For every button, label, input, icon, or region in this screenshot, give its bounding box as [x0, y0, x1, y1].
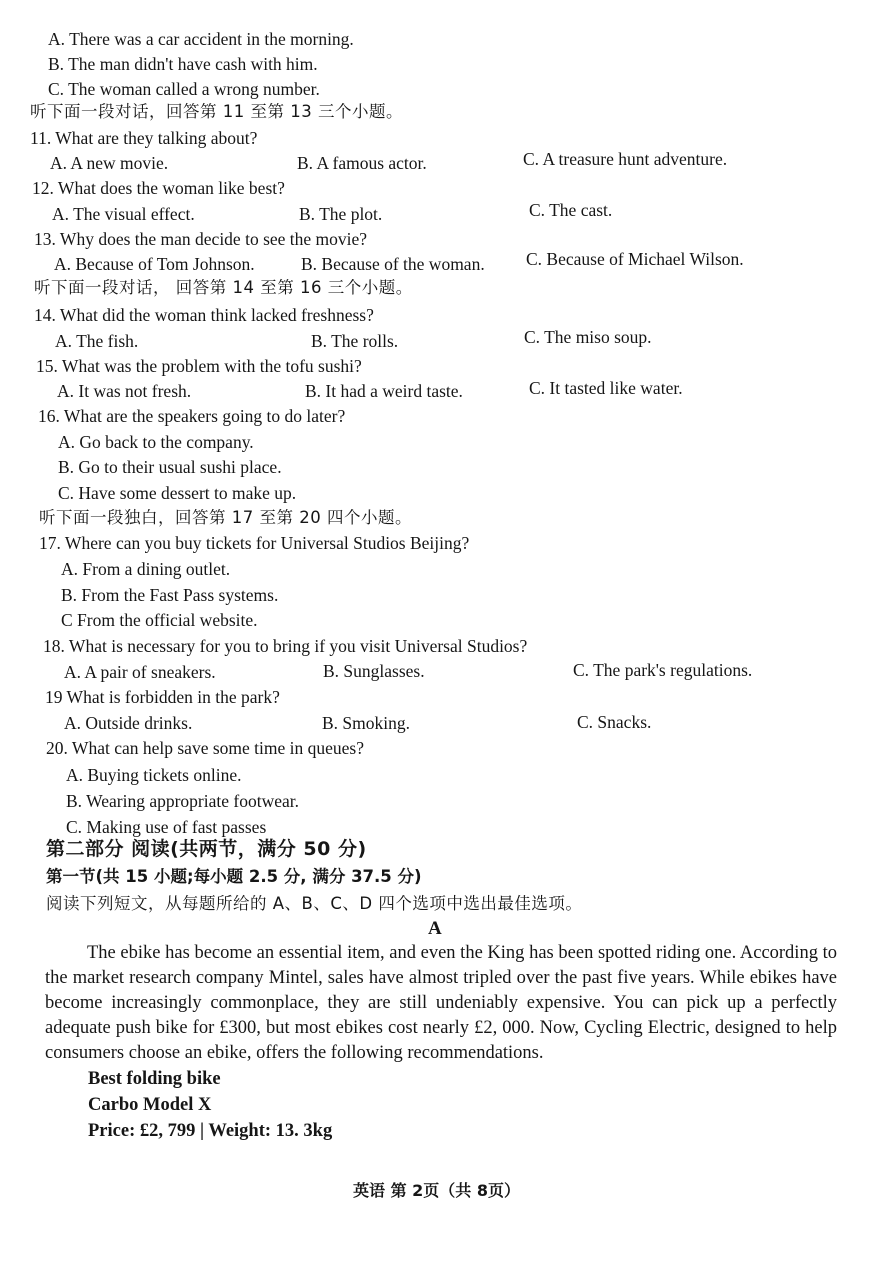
- q10-option-c: C. The woman called a wrong number.: [48, 79, 320, 99]
- q11-option-c: C. A treasure hunt adventure.: [523, 149, 728, 169]
- instruction-17-20: 听下面一段独白，回答第 17 至第 20 四个小题。: [39, 508, 412, 527]
- q17-option-a: A. From a dining outlet.: [61, 559, 231, 579]
- q14-option-b: B. The rolls.: [311, 331, 399, 351]
- q18-option-c: C. The park's regulations.: [573, 660, 753, 680]
- question-11: 11. What are they talking about?: [30, 128, 258, 148]
- q17-option-c: C From the official website.: [61, 610, 258, 630]
- part-2-heading: 第二部分 阅读(共两节，满分 50 分): [46, 838, 367, 860]
- instruction-14-16: 听下面一段对话， 回答第 14 至第 16 三个小题。: [34, 278, 413, 297]
- q15-option-a: A. It was not fresh.: [57, 381, 192, 401]
- section-1-heading: 第一节(共 15 小题;每小题 2.5 分, 满分 37.5 分): [46, 867, 422, 886]
- question-17: 17. Where can you buy tickets for Universal Studios Beijing?: [39, 533, 470, 553]
- question-15: 15. What was the problem with the tofu sushi?: [36, 356, 362, 376]
- q15-option-c: C. It tasted like water.: [529, 378, 683, 398]
- passage-paragraph: The ebike has become an essential item, and even the King has been spotted riding one. According to the market research company Mintel, sales have almost tripled over the past five years. While ebikes have become increasingly commonplace, they are still undeniably expensive. You can pick up a perfectly adequate push bike for £300, but most ebikes cost nearly £2, 000. Now, Cycling Electric, designed to help consumers choose an ebike, offers the following recommendations.: [45, 943, 837, 1063]
- instruction-11-13: 听下面一段对话，回答第 11 至第 13 三个小题。: [30, 102, 403, 121]
- question-19: 19 What is forbidden in the park?: [45, 687, 280, 707]
- question-13: 13. Why does the man decide to see the movie?: [34, 229, 368, 249]
- q20-option-a: A. Buying tickets online.: [66, 765, 242, 785]
- q13-option-a: A. Because of Tom Johnson.: [54, 254, 255, 274]
- page-footer: 英语 第 2页（共 8页）: [353, 1181, 520, 1200]
- q20-option-c: C. Making use of fast passes: [66, 817, 267, 837]
- q12-option-a: A. The visual effect.: [52, 204, 195, 224]
- q12-option-c: C. The cast.: [529, 200, 613, 220]
- q19-option-b: B. Smoking.: [322, 713, 411, 733]
- q11-option-a: A. A new movie.: [50, 153, 169, 173]
- q17-option-b: B. From the Fast Pass systems.: [61, 585, 279, 605]
- q11-option-b: B. A famous actor.: [297, 153, 427, 173]
- passage-label: A: [428, 918, 442, 939]
- question-14: 14. What did the woman think lacked freshness?: [34, 305, 374, 325]
- q15-option-b: B. It had a weird taste.: [305, 381, 463, 401]
- question-12: 12. What does the woman like best?: [32, 178, 285, 198]
- question-16: 16. What are the speakers going to do later?: [38, 406, 346, 426]
- q10-option-a: A. There was a car accident in the morning.: [48, 29, 354, 49]
- q13-option-b: B. Because of the woman.: [301, 254, 485, 274]
- q18-option-b: B. Sunglasses.: [323, 661, 425, 681]
- q14-option-a: A. The fish.: [55, 331, 139, 351]
- product-specs: Price: £2, 799 | Weight: 13. 3kg: [88, 1121, 333, 1141]
- question-20: 20. What can help save some time in queues?: [46, 738, 364, 758]
- product-name: Carbo Model X: [88, 1095, 212, 1115]
- product-category: Best folding bike: [88, 1069, 221, 1089]
- q18-option-a: A. A pair of sneakers.: [64, 662, 216, 682]
- q19-option-a: A. Outside drinks.: [64, 713, 193, 733]
- q10-option-b: B. The man didn't have cash with him.: [48, 54, 318, 74]
- question-18: 18. What is necessary for you to bring if you visit Universal Studios?: [43, 636, 528, 656]
- q20-option-b: B. Wearing appropriate footwear.: [66, 791, 299, 811]
- section-1-instruction: 阅读下列短文，从每题所给的 A、B、C、D 四个选项中选出最佳选项。: [46, 894, 583, 913]
- q12-option-b: B. The plot.: [299, 204, 383, 224]
- q16-option-a: A. Go back to the company.: [58, 432, 254, 452]
- q13-option-c: C. Because of Michael Wilson.: [526, 249, 744, 269]
- q16-option-b: B. Go to their usual sushi place.: [58, 457, 282, 477]
- q16-option-c: C. Have some dessert to make up.: [58, 483, 297, 503]
- q14-option-c: C. The miso soup.: [524, 327, 652, 347]
- q19-option-c: C. Snacks.: [577, 712, 652, 732]
